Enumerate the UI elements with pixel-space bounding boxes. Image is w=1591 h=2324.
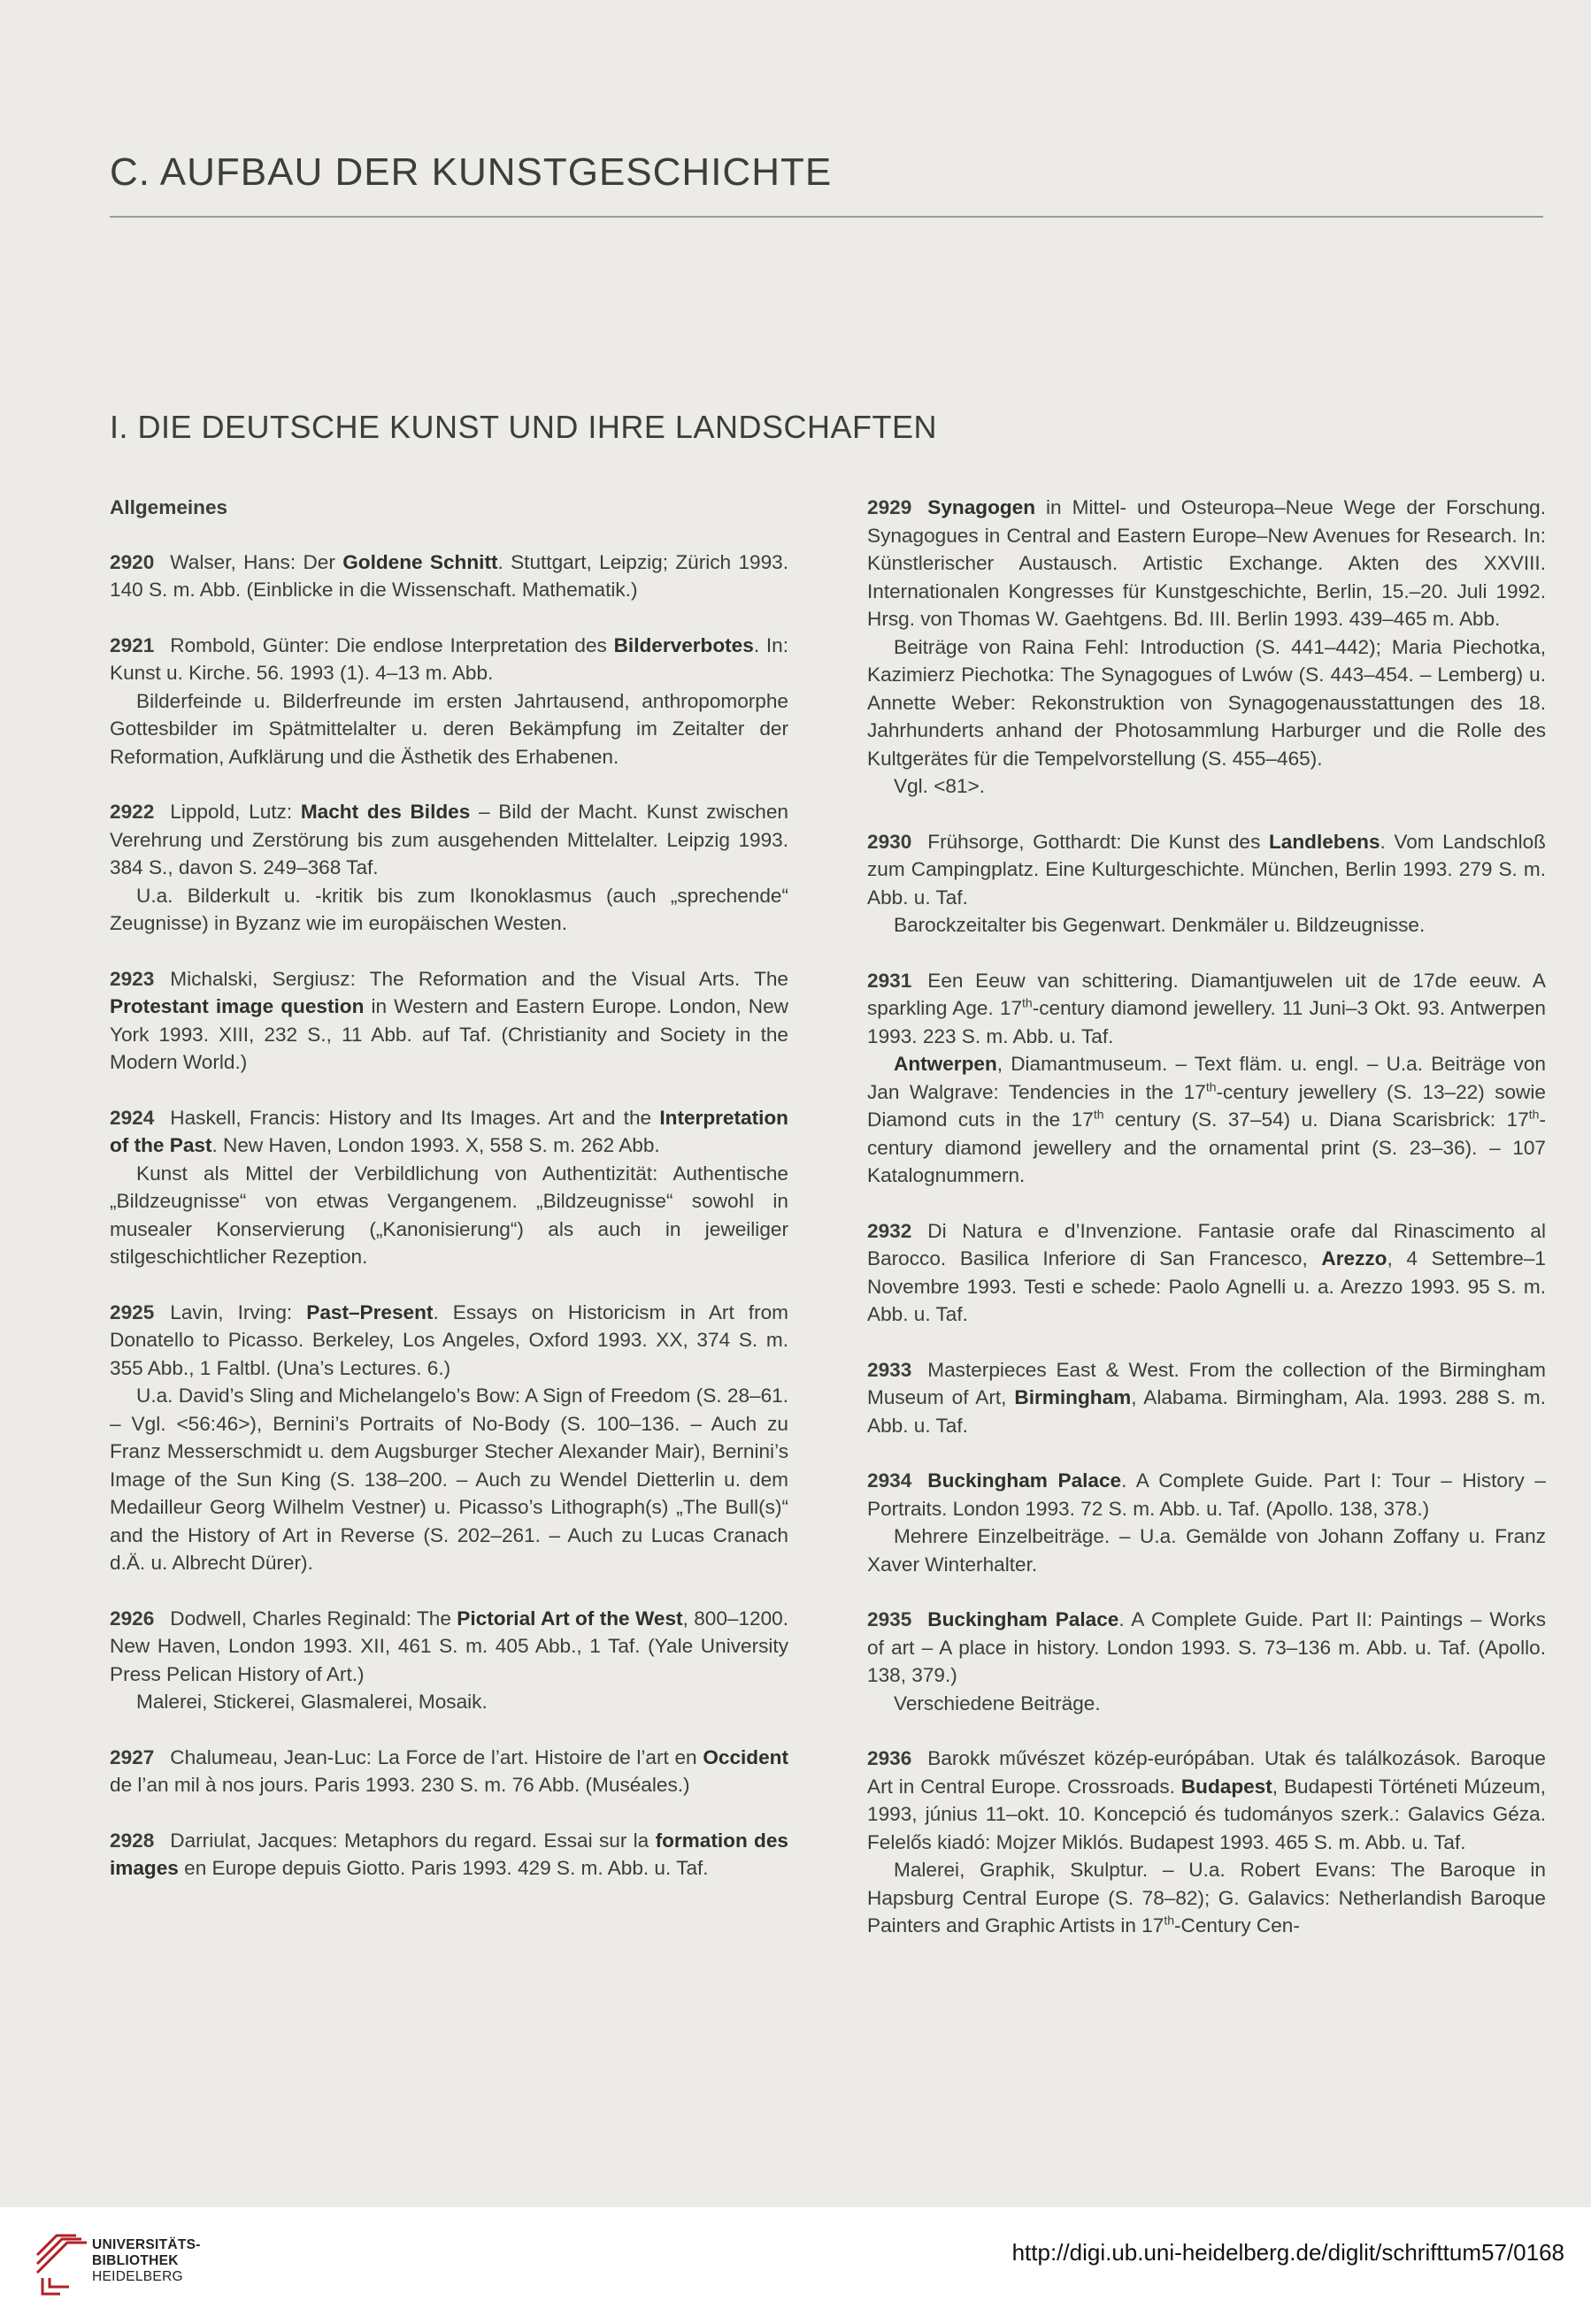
- right-column: [867, 494, 1546, 1967]
- entry-text: Frühsorge, Gotthardt: Die Kunst des Landlebens. Vom Landschloß zum Campingplatz. Eine Kulturgeschichte. München, Berlin 1993. 279 S. m. Abb. u. Taf.: [867, 830, 1546, 909]
- entry-text: Synagogen in Mittel- und Osteuropa–Neue Wege der Forschung. Synagogues in Central and Eastern Europe–New Avenues for Research. In: Künstlerischer Austausch. Artistic Exchange. Akten des XXVIII. Internationalen Kongresses für Kunstgeschichte, Berlin, 15.–20. Juli 1992. Hrsg. von Thomas W. Gaehtgens. Bd. III. Berlin 1993. 439–465 m. Abb.: [867, 496, 1546, 630]
- entry-text: Buckingham Palace. A Complete Guide. Part II: Paintings – Works of art – A place in history. London 1993. S. 73–136 m. Abb. u. Taf. (Apollo. 138, 379.): [867, 1608, 1546, 1686]
- entry-citation: [867, 967, 1546, 1051]
- entry-number: 2920: [110, 550, 155, 573]
- footer-bar: [0, 2207, 1591, 2324]
- entry-number: 2926: [110, 1607, 155, 1630]
- entry-text: Michalski, Sergiusz: The Reformation and the Visual Arts. The Protestant image question in Western and Eastern Europe. London, New York 1993. XIII, 232 S., 11 Abb. auf Taf. (Christianity and Society in the Modern World.): [110, 967, 788, 1073]
- entry-annotation: Barockzeitalter bis Gegenwart. Denkmäler u. Bildzeugnisse.: [894, 914, 1426, 936]
- entry-annotation: Verschiedene Beiträge.: [894, 1691, 1101, 1714]
- entry-text: Rombold, Günter: Die endlose Interpretation des Bilderverbotes. In: Kunst u. Kirche. 56. 1993 (1). 4–13 m. Abb.: [110, 633, 788, 684]
- entry-number: 2924: [110, 1106, 155, 1129]
- entry-citation: [110, 1827, 788, 1883]
- entry-text: Haskell, Francis: History and Its Images. Art and the Interpretation of the Past. New Haven, London 1993. X, 558 S. m. 262 Abb.: [110, 1106, 788, 1156]
- bibliography-entry: [110, 1827, 788, 1883]
- entry-number: 2922: [110, 801, 155, 823]
- entry-citation: [867, 828, 1546, 912]
- entry-citation: [867, 1217, 1546, 1329]
- bibliography-entry: [110, 965, 788, 1077]
- library-name-line: BIBLIOTHEK: [92, 2253, 179, 2268]
- entry-number: 2925: [110, 1300, 155, 1323]
- entry-number: 2935: [867, 1608, 912, 1630]
- bibliography-entry: [110, 1605, 788, 1716]
- library-name-line: UNIVERSITÄTS-: [92, 2237, 201, 2252]
- entry-annotation: U.a. David’s Sling and Michelangelo’s Bow: A Sign of Freedom (S. 28–61. – Vgl. <56:46>), Bernini’s Portraits of No-Body (S. 100–136. – Auch zu Franz Messerschmidt u. dem Augsburger Stecher Alexander Mair), Bernini’s Image of the Sun King (S. 138–200. – Auch zu Wendel Dietterlin u. dem Medailleur Georg Wilhelm Vestner) u. Picasso’s Lithograph(s) „The Bull(s)“ and the History of Art in Reverse (S. 202–261. – Auch zu Lucas Cranach d.Ä. u. Albrecht Dürer).: [110, 1384, 788, 1574]
- entry-number: 2932: [867, 1219, 912, 1242]
- bibliography-entry: [867, 1356, 1546, 1440]
- chapter-heading: C. AUFBAU DER KUNSTGESCHICHTE: [110, 150, 833, 194]
- entry-number: 2928: [110, 1829, 155, 1852]
- entry-text: Barokk művészet közép-európában. Utak és találkozások. Baroque Art in Central Europe. Crossroads. Budapest, Budapesti Történeti Múzeum, 1993, június 11–okt. 10. Koncepció és tudományos szerk.: Galavics Géza. Felelős kiadó: Mojzer Miklós. Budapest 1993. 465 S. m. Abb. u. Taf.: [867, 1747, 1546, 1853]
- bibliography-entry: [867, 1606, 1546, 1717]
- bibliography-entry: [867, 1745, 1546, 1940]
- entry-number: 2936: [867, 1747, 912, 1769]
- entry-number: 2934: [867, 1469, 912, 1492]
- entry-annotation: Beiträge von Raina Fehl: Introduction (S. 441–442); Maria Piechotka, Kazimierz Piechotka: The Synagogues of Lwów (S. 443–454. – Lemberg) u. Annette Weber: Rekonstruktion von Synagogenausstattungen des 18. Jahrhunderts anhand der Photosammlung Harburger und die Rolle des Kultgerätes für die Tempelvorstellung (S. 455–465).: [867, 635, 1546, 770]
- entry-citation: [867, 1467, 1546, 1522]
- section-heading: I. DIE DEUTSCHE KUNST UND IHRE LANDSCHAFTEN: [110, 409, 937, 445]
- entry-citation: [867, 1606, 1546, 1690]
- entry-annotation: Malerei, Stickerei, Glasmalerei, Mosaik.: [136, 1691, 488, 1713]
- bibliography-entry: [110, 1104, 788, 1271]
- entry-text: Masterpieces East & West. From the collection of the Birmingham Museum of Art, Birmingham, Alabama. Birmingham, Ala. 1993. 288 S. m. Abb. u. Taf.: [867, 1358, 1546, 1437]
- entry-annotation: Mehrere Einzelbeiträge. – U.a. Gemälde von Johann Zoffany u. Franz Xaver Winterhalter.: [867, 1525, 1546, 1576]
- permalink-url[interactable]: http://digi.ub.uni-heidelberg.de/diglit/schrifttum57/0168: [1011, 2239, 1564, 2266]
- entry-citation: [110, 632, 788, 687]
- entry-number: 2929: [867, 496, 912, 518]
- entry-citation: [867, 1745, 1546, 1856]
- entry-number: 2923: [110, 967, 155, 990]
- entry-citation: [110, 798, 788, 882]
- entry-number: 2930: [867, 830, 912, 853]
- entry-citation: [867, 494, 1546, 633]
- entry-citation: [110, 1104, 788, 1160]
- bibliography-entry: [110, 632, 788, 771]
- entry-citation: [110, 965, 788, 1077]
- entry-number: 2921: [110, 633, 155, 656]
- bibliography-entry: [110, 548, 788, 604]
- entry-text: Walser, Hans: Der Goldene Schnitt. Stuttgart, Leipzig; Zürich 1993. 140 S. m. Abb. (Einblicke in die Wissenschaft. Mathematik.): [110, 550, 788, 601]
- bibliography-entry: [867, 1217, 1546, 1329]
- bibliography-entry: [110, 798, 788, 938]
- entry-text: Lavin, Irving: Past–Present. Essays on Historicism in Art from Donatello to Picasso. Berkeley, Los Angeles, Oxford 1993. XX, 374 S. m. 355 Abb., 1 Faltbl. (Una’s Lectures. 6.): [110, 1300, 788, 1379]
- entry-text: Chalumeau, Jean-Luc: La Force de l’art. Histoire de l’art en Occident de l’an mil à nos jours. Paris 1993. 230 S. m. 76 Abb. (Muséales.): [110, 1745, 788, 1796]
- entry-number: 2931: [867, 969, 912, 992]
- entry-annotation: Kunst als Mittel der Verbildlichung von Authentizität: Authentische „Bildzeugnisse“ von etwas Vergangenem. „Bildzeugnisse“ sowohl in musealer Konservierung („Kanonisierung“) als auch in jeweiliger stilgeschichtlicher Rezeption.: [110, 1162, 788, 1268]
- library-name-line: HEIDELBERG: [92, 2269, 183, 2284]
- entry-annotation: U.a. Bilderkult u. -kritik bis zum Ikonoklasmus (auch „sprechende“ Zeugnisse) in Byzanz wie im europäischen Westen.: [110, 884, 788, 934]
- entry-text: Dodwell, Charles Reginald: The Pictorial Art of the West, 800–1200. New Haven, London 1993. XII, 461 S. m. 405 Abb., 1 Taf. (Yale University Press Pelican History of Art.): [110, 1607, 789, 1685]
- entry-citation: [110, 1605, 788, 1689]
- entry-text: Buckingham Palace. A Complete Guide. Part I: Tour – History – Portraits. London 1993. 72 S. m. Abb. u. Taf. (Apollo. 138, 378.): [867, 1469, 1546, 1520]
- entry-text: Darriulat, Jacques: Metaphors du regard. Essai sur la formation des images en Europe depuis Giotto. Paris 1993. 429 S. m. Abb. u. Taf.: [110, 1829, 788, 1879]
- heading-rule: [110, 216, 1543, 218]
- entry-annotation: Malerei, Graphik, Skulptur. – U.a. Robert Evans: The Baroque in Hapsburg Central Europe (S. 78–82); G. Galavics: Netherlandish Baroque Painters and Graphic Artists in 17th-Century Cen-: [867, 1859, 1546, 1937]
- bibliography-entry: [867, 967, 1546, 1190]
- entry-citation: [110, 548, 788, 604]
- bibliography-entry: [867, 1467, 1546, 1578]
- entry-annotation: Antwerpen, Diamantmuseum. – Text fläm. u. engl. – U.a. Beiträge von Jan Walgrave: Tendencies in the 17th-century jewellery (S. 13–22) sowie Diamond cuts in the 17th century (S. 37–54) u. Diana Scarisbrick: 17th-century diamond jewellery and the ornamental print (S. 23–36). – 107 Katalognummern.: [867, 1053, 1546, 1186]
- subsection-title: Allgemeines: [110, 496, 228, 518]
- bleed-through-text: · · · · ·: [113, 85, 156, 99]
- bibliography-entry: [867, 494, 1546, 801]
- entry-text: Di Natura e d’Invenzione. Fantasie orafe dal Rinascimento al Barocco. Basilica Inferiore di San Francesco, Arezzo, 4 Settembre–1 Novembre 1993. Testi e schede: Paolo Agnelli u. a. Arezzo 1993. 95 S. m. Abb. u. Taf.: [867, 1219, 1546, 1325]
- bibliography-entry: [110, 1744, 788, 1799]
- entry-citation: [110, 1299, 788, 1383]
- library-name: [92, 2237, 201, 2285]
- entry-citation: [110, 1744, 788, 1799]
- entry-annotation: Bilderfeinde u. Bilderfreunde im ersten Jahrtausend, anthropomorphe Gottesbilder im Spätmittelalter u. deren Bekämpfung im Zeitalter der Reformation, Aufklärung und die Ästhetik des Erhabenen.: [110, 689, 788, 768]
- bibliography-entry: [110, 1299, 788, 1577]
- entry-annotation: Vgl. <81>.: [894, 775, 986, 797]
- entry-number: 2933: [867, 1358, 912, 1381]
- entry-number: 2927: [110, 1745, 155, 1768]
- left-column: [110, 494, 788, 1910]
- library-logo-icon: [30, 2228, 92, 2297]
- entry-citation: [867, 1356, 1546, 1440]
- entry-text: Een Eeuw van schittering. Diamantjuwelen uit de 17de eeuw. A sparkling Age. 17th-century diamond jewellery. 11 Juni–3 Okt. 93. Antwerpen 1993. 223 S. m. Abb. u. Taf.: [867, 969, 1546, 1047]
- entry-text: Lippold, Lutz: Macht des Bildes – Bild der Macht. Kunst zwischen Verehrung und Zerstörung bis zum ausgehenden Mittelalter. Leipzig 1993. 384 S., davon S. 249–368 Taf.: [110, 801, 789, 878]
- bibliography-entry: [867, 828, 1546, 940]
